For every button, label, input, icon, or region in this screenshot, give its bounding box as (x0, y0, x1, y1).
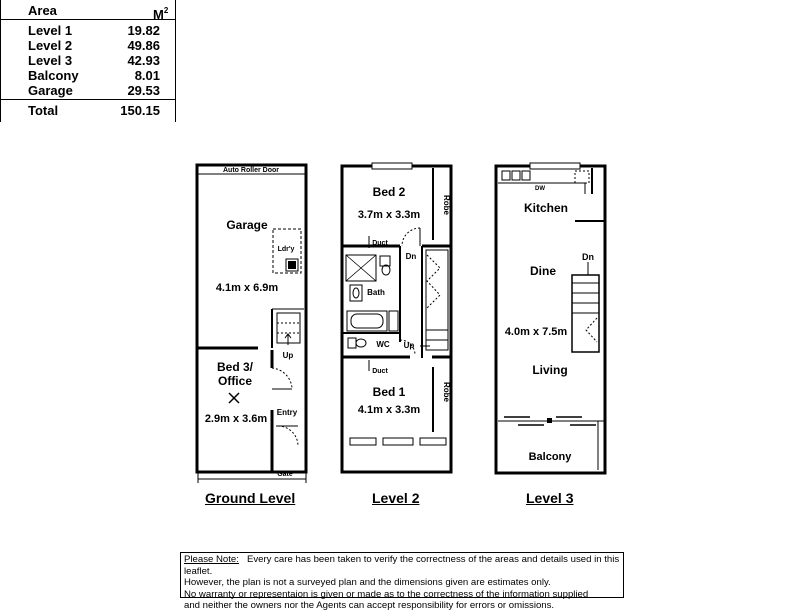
laundry-tub-basin (288, 261, 296, 269)
kitchen-label: Kitchen (523, 201, 569, 215)
entry-label: Entry (276, 408, 298, 417)
area-row-name: Level 1 (28, 23, 73, 38)
bath-label: Bath (367, 288, 385, 297)
dine-dimensions: 4.0m x 7.5m (504, 326, 568, 338)
bed1-dimensions: 4.1m x 3.3m (357, 404, 421, 416)
balcony-label: Balcony (528, 451, 572, 463)
bed1-label: Bed 1 (372, 385, 406, 399)
area-row-name: Garage (28, 83, 73, 98)
dn-label-l3: Dn (582, 252, 594, 262)
garage-dimensions: 4.1m x 6.9m (215, 282, 279, 294)
area-row-name: Balcony (28, 68, 79, 83)
laundry-label: Ldr'y (277, 246, 295, 253)
duct-bottom-label: Duct (372, 368, 388, 375)
area-row-name: Level 3 (28, 53, 73, 68)
bed3-dimensions: 2.9m x 3.6m (204, 413, 268, 425)
ground-level-plan (197, 165, 306, 483)
note-text: Every care has been taken to verify the correctness of the areas and details used in this leaflet. (184, 554, 620, 577)
area-row-value: 8.01 (134, 68, 160, 83)
wc-label: WC (376, 340, 390, 349)
area-row-name: Level 2 (28, 38, 73, 53)
bed2-label: Bed 2 (372, 185, 406, 199)
note-line-3: No warranty or representaion is given or made as to the correctness of the information supplied (184, 588, 589, 600)
area-header-label: Area (28, 3, 57, 18)
living-label: Living (532, 363, 568, 377)
area-total-value: 150.15 (120, 103, 160, 118)
dine-label: Dine (529, 264, 557, 278)
bed2-dimensions: 3.7m x 3.3m (357, 209, 421, 221)
auto-roller-door-label: Auto Roller Door (223, 167, 279, 174)
note-label: Please Note: (184, 554, 239, 565)
bed1-window (420, 438, 446, 445)
duct-top-label: Duct (372, 240, 388, 247)
note-line-1 (184, 554, 620, 577)
up-label: Up (282, 351, 294, 360)
gate-label: Gate (277, 471, 293, 478)
bed3-label-line1: Bed 3/ (216, 360, 254, 374)
bed3-label-line2: Office (217, 374, 253, 388)
area-header-unit: $M^2$ (153, 6, 169, 22)
area-row-value: 49.86 (127, 38, 160, 53)
robe-bottom-label: Robe (442, 382, 451, 402)
kitchen-window (530, 163, 580, 169)
dishwasher-label: DW (535, 186, 545, 192)
area-row-value: 29.53 (127, 83, 160, 98)
note-line-2: However, the plan is not a surveyed plan and the dimensions given are estimates only. (184, 577, 551, 588)
area-row-value: 19.82 (127, 23, 160, 38)
bed1-window (383, 438, 413, 445)
up-label-l2: Up (403, 341, 415, 350)
bed2-window (372, 163, 412, 169)
level-2-title: Level 2 (372, 490, 420, 506)
note-line-4: and neither the owners nor the Agents can accept responsibility for errors or omissions. (184, 600, 555, 611)
ground-level-title: Ground Level (205, 490, 296, 506)
dn-label-l2: Dn (405, 252, 417, 261)
area-row-value: 42.93 (127, 53, 160, 68)
level-3-title: Level 3 (526, 490, 574, 506)
bed1-window (350, 438, 376, 445)
area-total-name: Total (28, 103, 59, 118)
balcony-post (547, 418, 552, 423)
robe-top-label: Robe (442, 195, 451, 215)
disclaimer-note (180, 552, 624, 611)
garage-label: Garage (226, 218, 268, 232)
area-header-unit-exp: 2 (163, 6, 169, 15)
